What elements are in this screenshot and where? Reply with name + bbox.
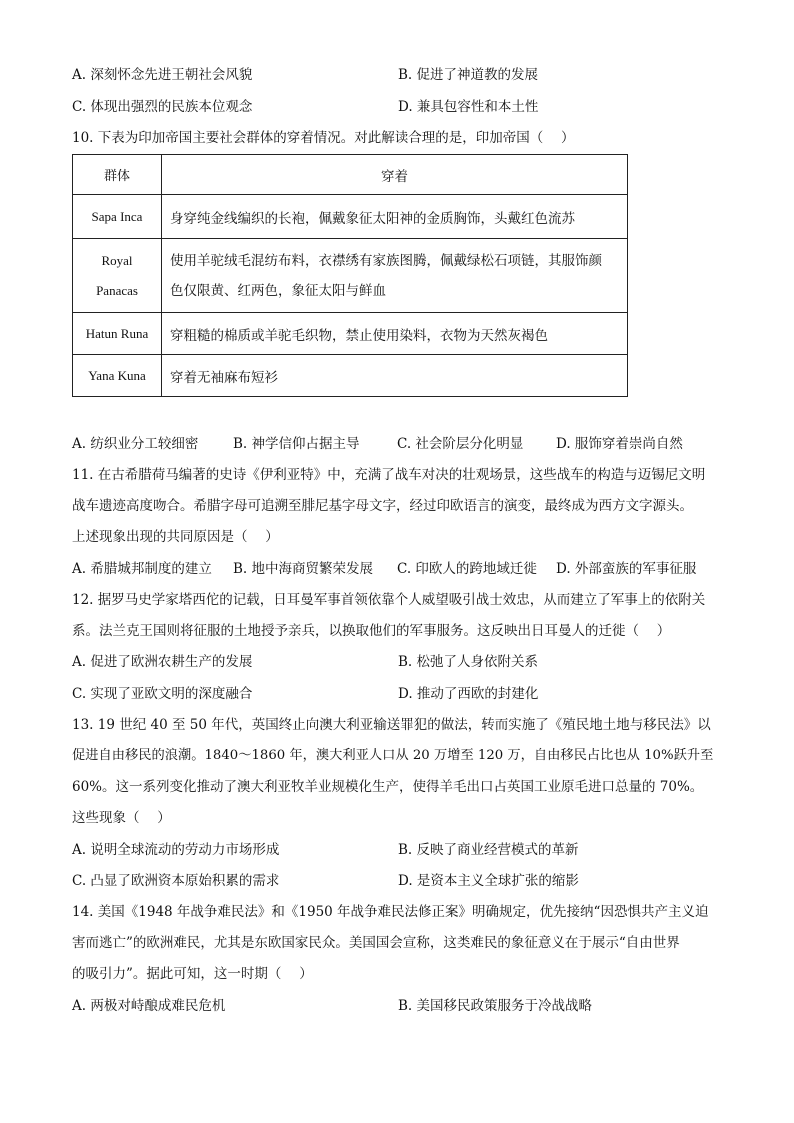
q9-option-a[interactable]: A. 深刻怀念先进王朝社会风貌	[72, 67, 253, 83]
q13-stem-line1: 13. 19 世纪 40 至 50 年代，英国终止向澳大利亚输送罪犯的做法，转而实施了《殖民地土地与移民法》以	[72, 717, 711, 733]
q14-option-b[interactable]: B. 美国移民政策服务于冷战战略	[398, 998, 593, 1014]
q14-option-a[interactable]: A. 两极对峙酿成难民危机	[72, 998, 226, 1014]
q11-stem-line2: 战车遗迹高度吻合。希腊字母可追溯至腓尼基字母文字，经过印欧语言的演变，最终成为西方文字源头。	[72, 498, 693, 514]
q13-option-c[interactable]: C. 凸显了欧洲资本原始积累的需求	[72, 873, 280, 889]
q13-option-d[interactable]: D. 是资本主义全球扩张的缩影	[398, 873, 579, 889]
q11-option-a[interactable]: A. 希腊城邦制度的建立	[72, 561, 212, 577]
header-dress: 穿着	[162, 155, 628, 195]
q12-option-d[interactable]: D. 推动了西欧的封建化	[398, 686, 539, 702]
q9-option-d[interactable]: D. 兼具包容性和本土性	[398, 99, 539, 115]
cell-dress-line1: 使用羊驼绒毛混纺布料，衣襟绣有家族图腾，佩戴绿松石项链，其服饰颜	[170, 252, 602, 269]
q11-stem-line3: 上述现象出现的共同原因是（ ）	[72, 529, 279, 545]
q14-stem-line2: 害而逃亡”的欧洲难民，尤其是东欧国家民众。美国国会宣称，这类难民的象征意义在于展示“自由世界	[72, 935, 680, 951]
q14-stem-line3: 的吸引力”。据此可知，这一时期（ ）	[72, 966, 313, 982]
q13-stem-line2: 促进自由移民的浪潮。1840～1860 年，澳大利亚人口从 20 万增至 120 万，自由移民占比也从 10%跃升至	[72, 748, 714, 763]
cell-group: Sapa Inca	[73, 195, 162, 239]
q11-option-b[interactable]: B. 地中海商贸繁荣发展	[233, 561, 374, 577]
table-row	[73, 195, 628, 239]
q13-option-b[interactable]: B. 反映了商业经营模式的革新	[398, 842, 579, 858]
cell-group-line1: Royal	[101, 252, 133, 268]
table-row	[73, 313, 628, 355]
q12-stem-line1: 12. 据罗马史学家塔西佗的记载，日耳曼军事首领依靠个人威望吸引战士效忠，从而建立了军事上的依附关	[72, 592, 706, 608]
q12-option-b[interactable]: B. 松弛了人身依附关系	[398, 654, 539, 670]
q10-stem: 10. 下表为印加帝国主要社会群体的穿着情况。对此解读合理的是，印加帝国（ ）	[72, 130, 575, 146]
cell-dress: 穿粗糙的棉质或羊驼毛织物，禁止使用染料，衣物为天然灰褐色	[162, 313, 628, 355]
cell-group: Yana Kuna	[73, 355, 162, 397]
cell-dress: 穿着无袖麻布短衫	[162, 355, 628, 397]
q13-stem-line4: 这些现象（ ）	[72, 810, 171, 826]
q11-option-c[interactable]: C. 印欧人的跨地域迁徙	[397, 561, 537, 577]
cell-group-line2: Panacas	[96, 282, 138, 298]
q12-option-c[interactable]: C. 实现了亚欧文明的深度融合	[72, 686, 253, 702]
table-row	[73, 239, 628, 313]
q14-stem-line1: 14. 美国《1948 年战争难民法》和《1950 年战争难民法修正案》明确规定，优先接纳“因恐惧共产主义迫	[72, 904, 709, 920]
inca-dress-table	[72, 154, 628, 397]
q10-option-d[interactable]: D. 服饰穿着崇尚自然	[556, 436, 683, 452]
cell-group	[73, 239, 162, 313]
q10-option-c[interactable]: C. 社会阶层分化明显	[397, 436, 524, 452]
q12-stem-line2: 系。法兰克王国则将征服的土地授予亲兵，以换取他们的军事服务。这反映出日耳曼人的迁徙（ ）	[72, 623, 671, 639]
cell-dress-line2: 色仅限黄、红两色，象征太阳与鲜血	[170, 282, 386, 299]
q13-option-a[interactable]: A. 说明全球流动的劳动力市场形成	[72, 842, 280, 858]
header-group: 群体	[73, 155, 162, 195]
q9-option-b[interactable]: B. 促进了神道教的发展	[398, 67, 539, 83]
q10-option-b[interactable]: B. 神学信仰占据主导	[233, 436, 360, 452]
q13-stem-line3: 60%。这一系列变化推动了澳大利亚牧羊业规模化生产，使得羊毛出口占英国工业原毛进口总量的 70%。	[72, 779, 704, 795]
cell-dress	[162, 239, 628, 313]
cell-dress: 身穿纯金线编织的长袍，佩戴象征太阳神的金质胸饰，头戴红色流苏	[162, 195, 628, 239]
table-row	[73, 355, 628, 397]
q9-option-c[interactable]: C. 体现出强烈的民族本位观念	[72, 99, 253, 115]
q10-option-a[interactable]: A. 纺织业分工较细密	[72, 436, 199, 452]
q11-stem-line1: 11. 在古希腊荷马编著的史诗《伊利亚特》中，充满了战车对决的壮观场景，这些战车的构造与迈锡尼文明	[72, 467, 706, 483]
q11-option-d[interactable]: D. 外部蛮族的军事征服	[556, 561, 697, 577]
q12-option-a[interactable]: A. 促进了欧洲农耕生产的发展	[72, 654, 253, 670]
cell-group: Hatun Runa	[73, 313, 162, 355]
table-header-row	[73, 155, 628, 195]
